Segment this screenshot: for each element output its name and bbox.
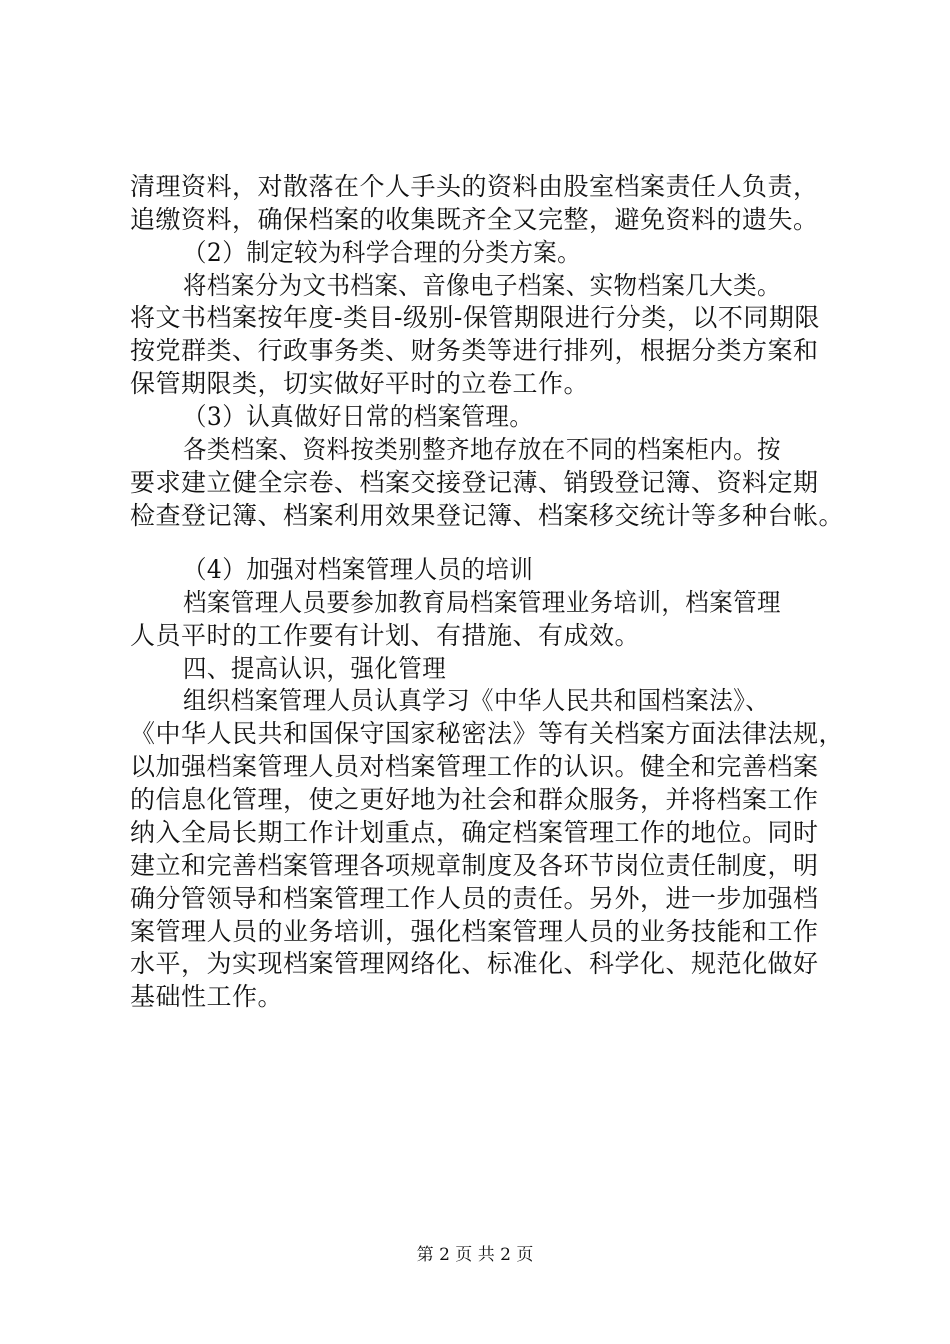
body-line: 各类档案、资料按类别整齐地存放在不同的档案柜内。按 [183, 435, 781, 464]
body-line: 人员平时的工作要有计划、有措施、有成效。 [130, 621, 641, 650]
subheading-4: （4）加强对档案管理人员的培训 [183, 555, 534, 584]
body-line: 确分管领导和档案管理工作人员的责任。另外，进一步加强档 [130, 884, 819, 913]
page-number-footer: 第 2 页 共 2 页 [416, 1245, 534, 1265]
body-line: 档案管理人员要参加教育局档案管理业务培训，档案管理 [183, 588, 781, 617]
subheading-2: （2）制定较为科学合理的分类方案。 [183, 238, 582, 267]
body-line: 将文书档案按年度-类目-级别-保管期限进行分类，以不同期限 [130, 303, 820, 332]
body-line: 组织档案管理人员认真学习《中华人民共和国档案法》、 [183, 686, 770, 715]
subheading-3: （3）认真做好日常的档案管理。 [183, 402, 534, 431]
body-line: 清理资料，对散落在个人手头的资料由股室档案责任人负责， [130, 172, 819, 201]
body-line: 保管期限类，切实做好平时的立卷工作。 [130, 369, 590, 398]
body-line: 追缴资料，确保档案的收集既齐全又完整，避免资料的遗失。 [130, 205, 819, 234]
body-line: 案管理人员的业务培训，强化档案管理人员的业务技能和工作 [130, 917, 819, 946]
body-line: 的信息化管理，使之更好地为社会和群众服务，并将档案工作 [130, 785, 819, 814]
body-line: 基础性工作。 [130, 982, 284, 1011]
section-heading: 四、提高认识，强化管理 [183, 654, 447, 683]
body-line: 将档案分为文书档案、音像电子档案、实物档案几大类。 [183, 271, 781, 300]
body-line: 按党群类、行政事务类、财务类等进行排列，根据分类方案和 [130, 336, 819, 365]
body-line: 建立和完善档案管理各项规章制度及各环节岗位责任制度，明 [130, 851, 819, 880]
body-line: 以加强档案管理人员对档案管理工作的认识。健全和完善档案 [130, 752, 819, 781]
body-line: 《中华人民共和国保守国家秘密法》等有关档案方面法律法规， [130, 719, 845, 748]
body-line: 纳入全局长期工作计划重点，确定档案管理工作的地位。同时 [130, 818, 819, 847]
body-line: 检查登记簿、档案利用效果登记簿、档案移交统计等多种台帐。 [130, 501, 845, 530]
body-line: 水平，为实现档案管理网络化、标准化、科学化、规范化做好 [130, 949, 819, 978]
body-line: 要求建立健全宗卷、档案交接登记薄、销毁登记簿、资料定期 [130, 468, 819, 497]
